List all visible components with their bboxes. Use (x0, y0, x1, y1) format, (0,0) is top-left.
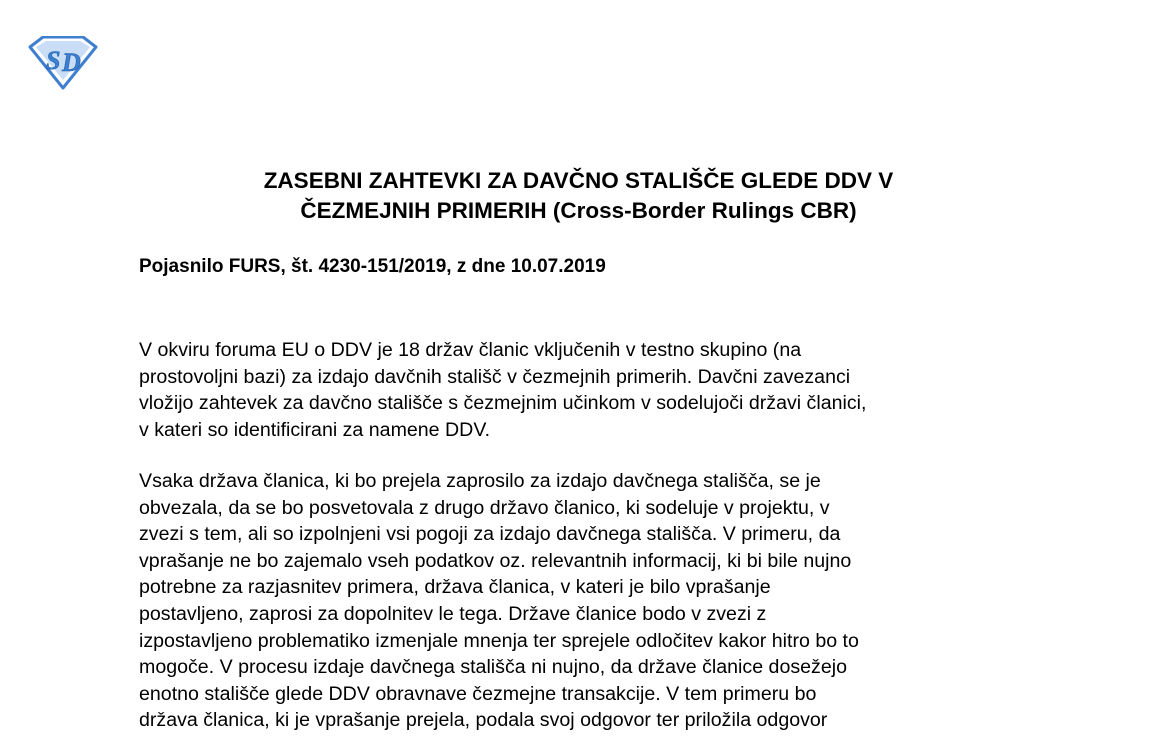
paragraph-line: izpostavljeno problematiko izmenjale mnenja ter sprejele odločitev kakor hitro bo to (139, 629, 859, 652)
paragraph-line: mogoče. V procesu izdaje davčnega stališča ni nujno, da države članice dosežejo (139, 656, 847, 679)
document-title (0, 166, 1157, 226)
paragraph-line: prostovoljni bazi) za izdajo davčnih stališč v čezmejnih primerih. Davčni zavezanci (139, 365, 851, 388)
paragraph-line: potrebne za razjasnitev primera, država članica, v kateri je bilo vprašanje (139, 576, 771, 599)
paragraph-line: vložijo zahtevek za davčno stališče s čezmejnim učinkom v sodelujoči državi članici, (139, 392, 867, 415)
paragraph-line: postavljeno, zaprosi za dopolnitev le tega. Države članice bodo v zvezi z (139, 602, 767, 625)
paragraph-line: v kateri so identificirani za namene DDV. (139, 418, 491, 441)
svg-text:S: S (46, 46, 61, 75)
svg-text:D: D (62, 48, 81, 77)
document-subtitle: Pojasnilo FURS, št. 4230-151/2019, z dne 10.07.2019 (139, 256, 606, 277)
paragraph-line: država članica, ki je vprašanje prejela, podala svoj odgovor ter priložila odgovor (139, 709, 828, 732)
paragraph-line: vprašanje ne bo zajemalo vseh podatkov oz. relevantnih informacij, ki bi bile nujno (139, 549, 852, 572)
document-title-line: ČEZMEJNIH PRIMERIH (Cross-Border Rulings CBR) (300, 198, 857, 223)
paragraph-1 (139, 337, 1020, 443)
sd-diamond-logo-icon (26, 36, 100, 90)
paragraph-2 (139, 468, 1020, 734)
paragraph-line: Vsaka država članica, ki bo prejela zaprosilo za izdajo davčnega stališča, se je (139, 470, 821, 492)
paragraph-line: V okviru foruma EU o DDV je 18 držav članic vključenih v testno skupino (na (139, 339, 802, 361)
paragraph-line: enotno stališče glede DDV obravnave čezmejne transakcije. V tem primeru bo (139, 682, 817, 705)
document-title-line: ZASEBNI ZAHTEVKI ZA DAVČNO STALIŠČE GLEDE DDV V (263, 168, 894, 193)
paragraph-line: zvezi s tem, ali so izpolnjeni vsi pogoji za izdajo davčnega stališča. V primeru, da (139, 523, 841, 546)
paragraph-line: obvezala, da se bo posvetovala z drugo državo članico, ki sodeluje v projektu, v (139, 496, 830, 519)
